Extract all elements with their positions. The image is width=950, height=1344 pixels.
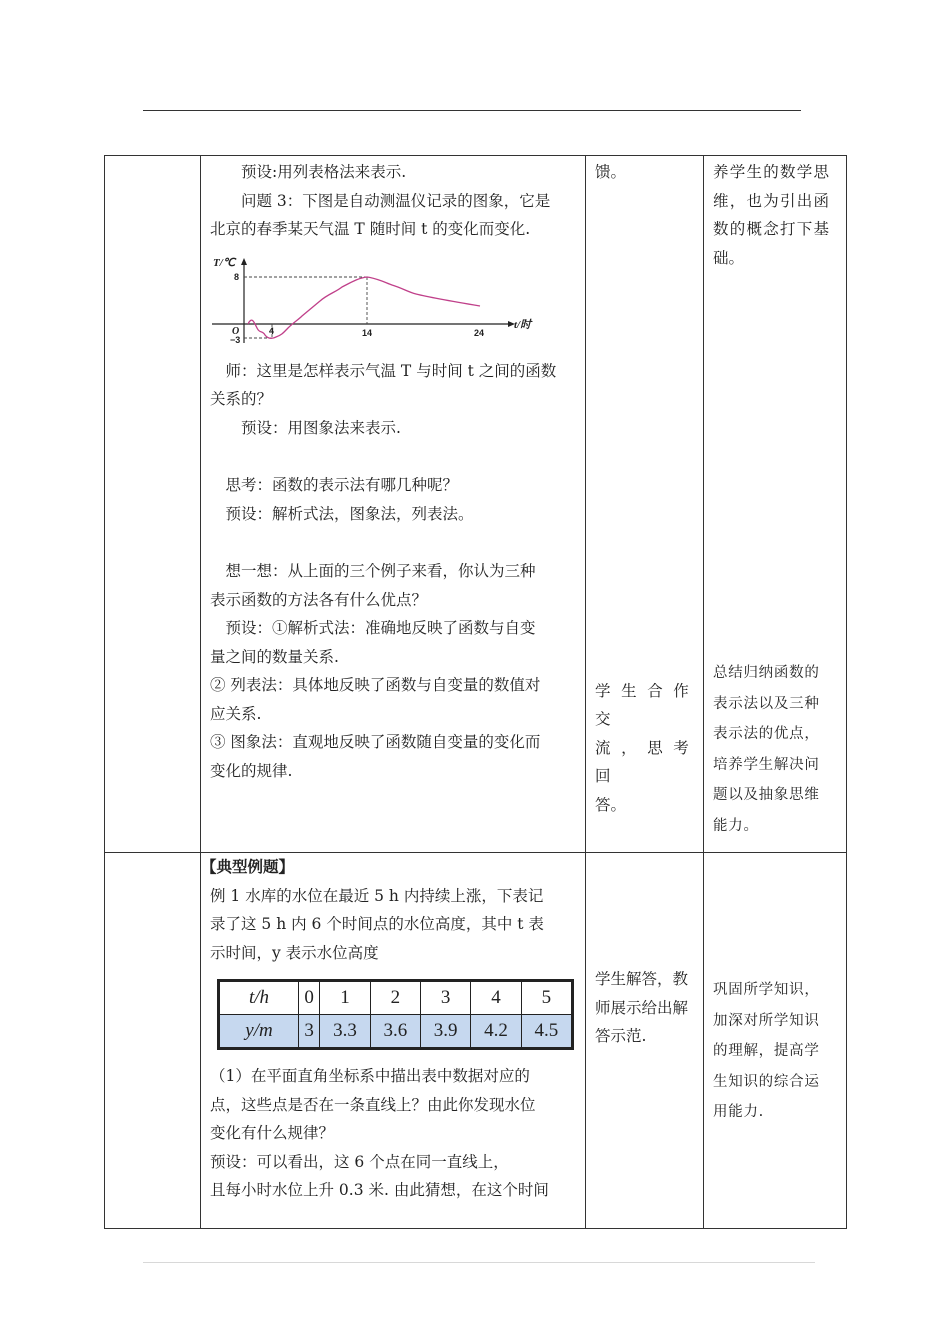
question-line: 点，这些点是否在一条直线上？由此你发现水位 [210, 1095, 536, 1114]
preset-line: 预设：用图象法来表示. [241, 418, 401, 437]
design-intent-text: 总结归纳函数的 [713, 665, 820, 681]
teaching-content-cell [201, 853, 586, 1229]
design-intent-text: 养学生的数学思 [713, 163, 831, 181]
preset-line: 预设：①解析式法：准确地反映了函数与自变 [225, 619, 536, 637]
stage-cell [105, 853, 201, 1229]
student-activity-text: 学生解答，教 [595, 970, 689, 988]
table-row [220, 1015, 572, 1048]
example-line: 录了这 5 h 内 6 个时间点的水位高度，其中 t 表 [210, 915, 544, 933]
think-line: 思考：函数的表示法有哪几种呢？ [225, 476, 459, 494]
design-intent-text: 题以及抽象思维 [713, 787, 820, 803]
temperature-graph-svg [210, 256, 540, 351]
student-activity-text: 流，思考回 [595, 738, 695, 785]
student-activity-text: 学生合作交 [595, 681, 695, 728]
preset-line: 量之间的数量关系. [210, 647, 339, 666]
teaching-content-cell [201, 156, 586, 853]
design-intent-text: 表示法以及三种 [713, 695, 820, 712]
design-intent-text: 的理解，提高学 [713, 1043, 820, 1059]
design-intent-text: 加深对所学知识 [713, 1012, 820, 1029]
table-cell: 3 [299, 1015, 320, 1048]
feedback-text: 馈。 [595, 163, 627, 181]
design-intent-text: 维，也为引出函 [713, 191, 831, 210]
method-line: 应关系. [210, 704, 262, 723]
footer-rule [143, 1262, 815, 1263]
student-activity-cell [586, 853, 704, 1229]
section-heading: 【典型例题】 [201, 857, 295, 876]
ponder-line: 想一想：从上面的三个例子来看，你认为三种 [225, 562, 536, 580]
table-cell: 4.2 [471, 1015, 521, 1048]
table-cell: 3.6 [370, 1015, 420, 1048]
x-tick-label: 24 [474, 327, 485, 338]
design-intent-text: 数的概念打下基 [713, 220, 831, 238]
design-intent-text: 用能力. [713, 1104, 765, 1120]
water-level-table [219, 981, 572, 1048]
table-cell: 1 [320, 982, 370, 1015]
y-axis-label: T/℃ [213, 256, 236, 269]
example-line: 示时间，y 表示水位高度 [210, 943, 379, 962]
student-activity-text: 答示范. [595, 1027, 647, 1045]
student-activity-cell [586, 156, 704, 853]
design-intent-text: 培养学生解决问 [713, 756, 820, 773]
header-rule [143, 110, 801, 111]
teacher-question-line: 关系的？ [210, 390, 273, 408]
table-cell: 3.9 [421, 1015, 471, 1048]
design-intent-text: 础。 [713, 248, 745, 267]
design-intent-text: 巩固所学知识， [713, 982, 820, 998]
table-row [105, 156, 847, 853]
table-cell: 4.5 [521, 1015, 571, 1048]
student-activity-text: 答。 [595, 795, 627, 814]
method-line: 变化的规律. [210, 761, 293, 780]
y-tick-label: 8 [234, 271, 240, 282]
temperature-graph [210, 256, 540, 351]
question-3-line: 问题 3：下图是自动测温仪记录的图象，它是 [241, 191, 551, 210]
question-3-line: 北京的春季某天气温 T 随时间 t 的变化而变化. [210, 220, 531, 238]
table-row [220, 982, 572, 1015]
y-axis-arrow [241, 258, 247, 265]
preset-line: 预设：可以看出，这 6 个点在同一直线上， [210, 1152, 509, 1171]
ponder-line: 表示函数的方法各有什么优点？ [210, 590, 428, 609]
method-line: ③ 图象法：直观地反映了函数随自变量的变化而 [210, 733, 541, 751]
x-axis-label: t/时 [514, 318, 532, 331]
student-activity-text: 师展示给出解 [595, 998, 689, 1017]
design-intent-text: 能力。 [713, 817, 759, 834]
design-intent-cell [704, 853, 847, 1229]
preset-line: 且每小时水位上升 0.3 米. 由此猜想，在这个时间 [210, 1181, 549, 1199]
question-line: 变化有什么规律？ [210, 1124, 335, 1142]
table-cell: 3 [421, 982, 471, 1015]
question-line: （1）在平面直角坐标系中描出表中数据对应的 [210, 1067, 530, 1085]
table-header-cell: y/m [220, 1015, 299, 1048]
design-intent-cell [704, 156, 847, 853]
x-tick-label: 4 [269, 325, 275, 336]
table-cell: 2 [370, 982, 420, 1015]
table-cell: 3.3 [320, 1015, 370, 1048]
method-line: ② 列表法：具体地反映了函数与自变量的数值对 [210, 676, 541, 694]
teacher-question-line: 师：这里是怎样表示气温 T 与时间 t 之间的函数 [225, 361, 557, 380]
x-tick-label: 14 [362, 327, 373, 338]
design-intent-text: 生知识的综合运 [713, 1073, 820, 1090]
table-header-cell: t/h [220, 982, 299, 1015]
table-cell: 4 [471, 982, 521, 1015]
table-cell: 0 [299, 982, 320, 1015]
stage-cell [105, 156, 201, 853]
preset-line: 预设:用列表格法来表示. [241, 163, 407, 181]
preset-line: 预设：解析式法，图象法，列表法。 [225, 504, 474, 523]
design-intent-text: 表示法的优点， [713, 726, 820, 742]
example-line: 例 1 水库的水位在最近 5 h 内持续上涨，下表记 [210, 886, 544, 905]
y-tick-label: −3 [230, 334, 241, 345]
table-cell: 5 [521, 982, 571, 1015]
table-row [105, 853, 847, 1229]
origin-label: O [232, 325, 240, 337]
lesson-plan-table [104, 155, 847, 1229]
